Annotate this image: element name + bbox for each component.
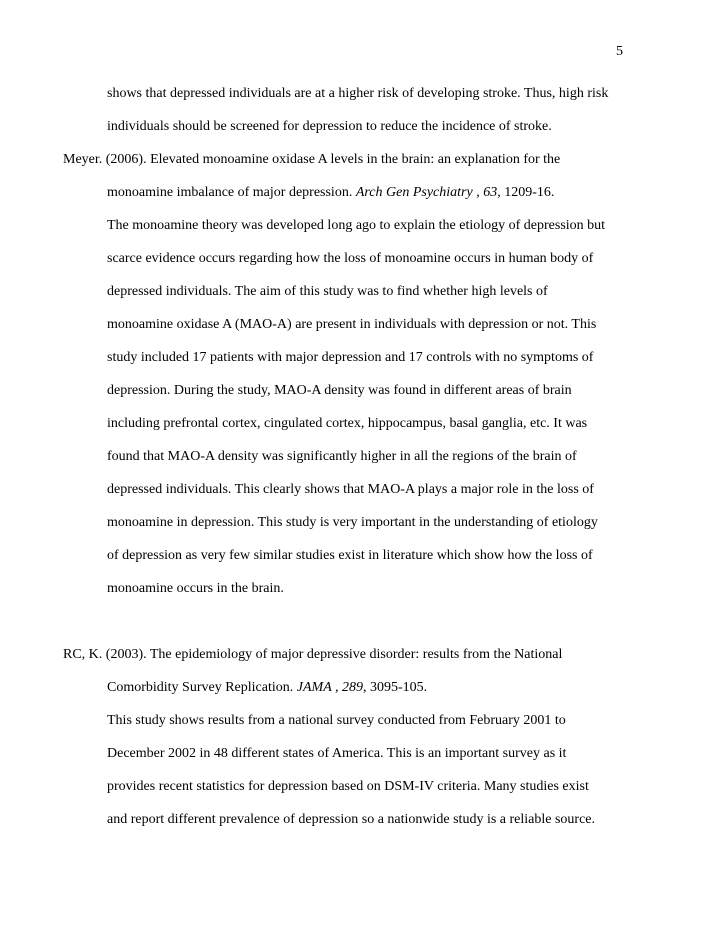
annotation-line: including prefrontal cortex, cingulated cortex, hippocampus, basal ganglia, etc. It was <box>107 416 588 431</box>
citation-rck-line2: Comorbidity Survey Replication. JAMA , 289, 3095-105. <box>107 680 428 695</box>
continuation-line: individuals should be screened for depression to reduce the incidence of stroke. <box>107 119 552 134</box>
citation-meyer-line2: monoamine imbalance of major depression. Arch Gen Psychiatry , 63, 1209-16. <box>107 185 555 200</box>
page-number: 5 <box>616 44 623 59</box>
journal-volume: 289 <box>342 680 363 695</box>
annotation-line: This study shows results from a national survey conducted from February 2001 to <box>107 713 566 728</box>
annotation-line: December 2002 in 48 different states of America. This is an important survey as it <box>107 746 567 761</box>
citation-rck-line1: RC, K. (2003). The epidemiology of major depressive disorder: results from the National <box>63 647 563 662</box>
annotation-line: monoamine occurs in the brain. <box>107 581 284 596</box>
annotation-line: The monoamine theory was developed long ago to explain the etiology of depression but <box>107 218 606 233</box>
annotation-line: depression. During the study, MAO-A density was found in different areas of brain <box>107 383 572 398</box>
journal-title: Arch Gen Psychiatry <box>355 185 473 200</box>
journal-volume: 63 <box>483 185 498 200</box>
journal-title: JAMA <box>296 680 332 695</box>
annotation-line: of depression as very few similar studies exist in literature which show how the loss of <box>107 548 593 563</box>
citation-meyer-line1: Meyer. (2006). Elevated monoamine oxidase A levels in the brain: an explanation for the <box>63 152 561 167</box>
annotation-line: scarce evidence occurs regarding how the loss of monoamine occurs in human body of <box>107 251 594 266</box>
annotation-line: and report different prevalence of depression so a nationwide study is a reliable source. <box>107 812 596 827</box>
annotation-line: provides recent statistics for depression based on DSM-IV criteria. Many studies exist <box>107 779 589 794</box>
annotation-line: monoamine oxidase A (MAO-A) are present in individuals with depression or not. This <box>107 317 597 332</box>
continuation-line: shows that depressed individuals are at a higher risk of developing stroke. Thus, high risk <box>107 86 609 101</box>
annotation-line: depressed individuals. This clearly shows that MAO-A plays a major role in the loss of <box>107 482 594 497</box>
annotation-line: study included 17 patients with major depression and 17 controls with no symptoms of <box>107 350 594 365</box>
annotation-line: found that MAO-A density was significantly higher in all the regions of the brain of <box>107 449 577 464</box>
annotation-line: monoamine in depression. This study is very important in the understanding of etiology <box>107 515 598 530</box>
annotation-line: depressed individuals. The aim of this study was to find whether high levels of <box>107 284 548 299</box>
